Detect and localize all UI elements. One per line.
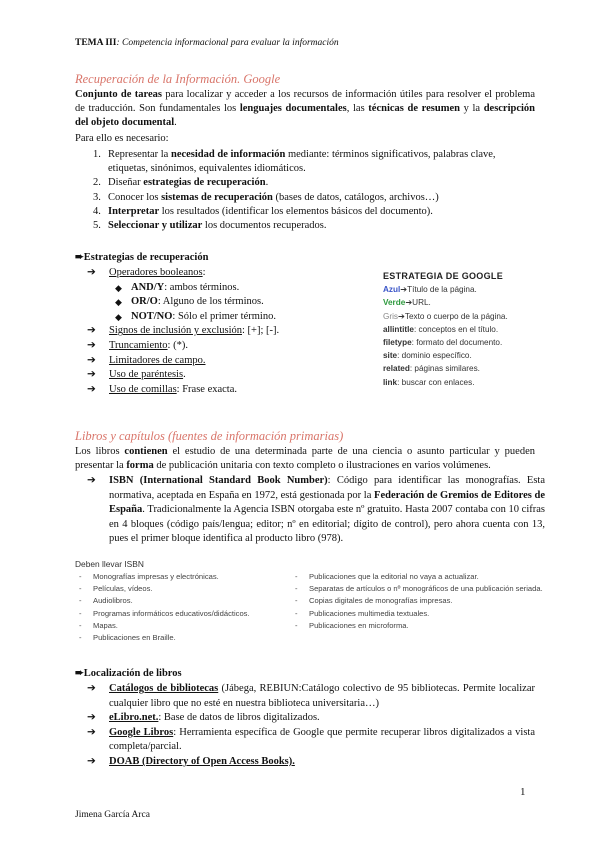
item-desc: (Jábega, REBIUN:Catálogo colectivo de 95 bibliotecas. Permite localizar cualquier libro que no esté en nuestra biblioteca universitaria…) [109, 683, 536, 709]
item-desc: : [+]; [-]. [242, 325, 280, 337]
isbn-left-list [75, 571, 250, 644]
diamond-icon: ◆ [115, 282, 122, 293]
list-text: Publicaciones que la editorial no vaya a actualizar. [309, 572, 479, 581]
isbn-list [75, 474, 545, 547]
bold-text: ISBN (International Standard Book Number) [109, 475, 328, 486]
list-item [75, 711, 535, 726]
google-line [383, 376, 543, 389]
google-desc: : buscar con enlaces. [397, 377, 475, 387]
header-subtitle: : Competencia informacional para evaluar la información [116, 38, 339, 48]
text-run: para localizar y acceder a los recursos de información útiles para resolver el problema de traducción. Son fundamentales los [75, 89, 536, 115]
google-line [383, 323, 543, 336]
dash-icon: - [295, 572, 298, 581]
google-key: site [383, 351, 398, 361]
item-desc: : Herramienta específica de Google que permite recuperar libros digitalizados a vista completa/parcial. [109, 726, 535, 753]
operator-name: NOT/NO [131, 310, 173, 322]
item-desc: : (*). [167, 339, 188, 351]
google-key: Azul [383, 285, 401, 295]
arrow-icon: ➔ [87, 712, 96, 724]
list-item [75, 755, 535, 770]
operator-desc: : ambos términos. [164, 281, 240, 293]
section-title-recuperacion: Recuperación de la Información. Google [75, 72, 281, 86]
strategies-heading: ➨Estrategias de recuperación [75, 252, 209, 263]
google-key: filetype [383, 338, 412, 348]
operator-name: OR/O [131, 296, 158, 308]
list-text: Audiolibros. [93, 596, 133, 606]
text-run: de publicación unitaria con texto completo o ilustraciones en varios volúmenes. [153, 460, 491, 472]
list-item [291, 608, 543, 620]
list-item [75, 608, 250, 620]
list-item [75, 176, 535, 190]
dash-icon: - [79, 608, 82, 618]
list-item [75, 219, 535, 233]
list-item [75, 682, 535, 711]
dash-icon: - [295, 584, 298, 594]
list-item [75, 726, 535, 755]
google-line [383, 283, 543, 296]
list-item [75, 595, 250, 607]
bold-text: Federación de Gremios de Editores de España [109, 489, 545, 516]
diamond-icon: ◆ [115, 297, 122, 308]
bold-text: forma [126, 460, 154, 472]
isbn-block [75, 474, 545, 547]
underlined-term: Catálogos de bibliotecas [109, 683, 219, 694]
section-title-libros: Libros y capítulos (fuentes de información primarias) [75, 429, 344, 443]
list-text: Monografías impresas y electrónicas. [93, 572, 219, 581]
dash-icon: - [295, 596, 298, 606]
underlined-term: Google Libros [109, 726, 174, 738]
underlined-term: Uso de paréntesis [109, 369, 184, 381]
arrow-icon: ➔ [87, 339, 96, 351]
list-item [291, 583, 543, 595]
arrow-icon: ➔ [87, 369, 96, 381]
google-line [383, 336, 543, 349]
strategies-items [75, 324, 375, 397]
running-header [75, 38, 339, 48]
text-run: y la [459, 103, 484, 115]
diamond-icon: ◆ [115, 311, 122, 322]
text-run: : Código para identificar las monografías. Esta normativa, aceptada en España en 1972, está gestionada por la [109, 475, 545, 501]
list-item [291, 595, 543, 607]
dash-icon: - [295, 608, 298, 618]
item-desc: : Frase exacta. [176, 383, 238, 395]
text-run: los resultados (identificar los elementos básicos del documento). [159, 205, 433, 217]
list-item [291, 571, 543, 583]
google-line [383, 296, 543, 309]
underlined-term: Truncamiento [109, 339, 168, 351]
list-item [75, 148, 535, 176]
list-text: Películas, vídeos. [93, 584, 153, 594]
bold-text: lenguajes documentales [239, 103, 347, 115]
list-text: Separatas de artículos o nº monográficos de una publicación seriada. [309, 584, 543, 594]
arrow-icon: ➔ [87, 267, 96, 278]
step-number: 2. [93, 177, 101, 189]
list-text: Mapas. [93, 620, 118, 630]
steps-list [75, 148, 535, 233]
google-key: allintitle [383, 324, 414, 334]
page-number: 1 [520, 786, 526, 798]
list-item [75, 339, 375, 354]
list-item [75, 310, 375, 325]
list-item [75, 620, 250, 632]
section1-lead: Para ello es necesario: [75, 133, 169, 144]
list-item [75, 583, 250, 595]
bold-text: Interpretar [108, 205, 160, 217]
bold-text: técnicas de resumen [368, 103, 460, 115]
section1-intro [75, 88, 535, 131]
isbn-right-list [291, 571, 543, 632]
text-run: los documentos recuperados. [202, 220, 327, 232]
step-number: 5. [93, 220, 101, 232]
arrow-icon: ➔ [87, 683, 96, 694]
underlined-term: eLibro.net. [109, 712, 159, 724]
localization-block [75, 682, 535, 770]
dash-icon: - [79, 572, 82, 581]
list-item [75, 571, 250, 583]
list-item [75, 205, 535, 219]
list-item [291, 620, 543, 632]
boolean-list [75, 281, 375, 325]
bold-text: estrategias de recuperación [143, 177, 266, 189]
text-run: mediante: términos significativos, palabras clave, etiquetas, sinónimos, equivalentes idiomáticos. [108, 149, 496, 175]
text-run: , las [346, 103, 369, 115]
google-key: link [383, 377, 398, 387]
footer-author: Jimena García Arca [75, 810, 150, 820]
list-item [75, 354, 375, 369]
list-item [75, 191, 535, 205]
text-run: . [265, 177, 269, 189]
list-item [75, 632, 250, 644]
bold-text: descripción del objeto documental [75, 103, 536, 129]
google-line [383, 349, 543, 362]
arrow-icon: ➔ [87, 354, 96, 366]
google-desc: : formato del documento. [411, 338, 503, 348]
text-run: Los libros [75, 446, 125, 457]
operator-name: AND/Y [131, 281, 165, 293]
google-key: Gris [383, 311, 399, 321]
boolean-label: Operadores booleanos [109, 267, 203, 278]
list-text: Publicaciones en microforma. [309, 620, 409, 630]
arrow-icon: ➔ [87, 383, 96, 395]
section2-intro [75, 445, 535, 473]
underlined-term: DOAB (Directory of Open Access Books). [109, 755, 295, 767]
step-number: 3. [93, 191, 101, 203]
text-run: . [174, 117, 177, 129]
google-key: related [383, 364, 410, 374]
item-desc: . [183, 369, 186, 381]
bold-text: sistemas de recuperación [161, 191, 273, 203]
strategies-list [75, 266, 375, 324]
localization-heading: ➨Localización de libros [75, 668, 182, 679]
list-item [75, 295, 375, 310]
google-desc: ➔Título de la página. [400, 285, 477, 295]
step-number: 1. [93, 149, 101, 160]
dash-icon: - [79, 596, 82, 606]
header-prefix: TEMA III [75, 38, 117, 48]
list-item [75, 383, 375, 398]
text-run: . Tradicionalmente la Agencia ISBN otorgaba este nº gratuito. Hasta 2007 contaba con 10 cifras en 4 bloques (código país/lengua; editor; nº en editorial; dígito de control), pero ahora cuenta con 13, pues el primer bloque identifica al producto libro (978). [109, 504, 545, 545]
list-text: Copias digitales de monografías impresas. [309, 596, 453, 606]
list-text: Programas informáticos educativos/didácticos. [93, 608, 250, 618]
operator-desc: : Sólo el primer término. [172, 310, 276, 322]
bold-text: Seleccionar y utilizar [108, 220, 203, 232]
arrow-icon: ➔ [87, 475, 96, 486]
arrow-icon: ➔ [87, 726, 96, 738]
dash-icon: - [79, 620, 82, 630]
underlined-term: Signos de inclusión y exclusión [109, 325, 242, 337]
google-box-title: ESTRATEGIA DE GOOGLE [383, 271, 504, 281]
underlined-term: Limitadores de campo. [109, 354, 206, 366]
text-run: Representar la [108, 149, 171, 160]
strategies-block [75, 266, 375, 397]
isbn-box-heading: Deben llevar ISBN [75, 559, 144, 569]
google-key: Verde [383, 298, 406, 308]
arrow-icon: ➔ [87, 325, 96, 337]
google-line [383, 310, 543, 323]
list-item [75, 474, 545, 547]
google-strategy-box [383, 270, 543, 389]
bold-text: Conjunto de tareas [75, 89, 162, 100]
google-desc: ➔URL. [405, 298, 431, 308]
underlined-term: Uso de comillas [109, 383, 177, 395]
text-run: (bases de datos, catálogos, archivos…) [272, 191, 439, 203]
dash-icon: - [295, 620, 298, 630]
item-desc: : Base de datos de libros digitalizados. [158, 712, 320, 724]
text-run: Conocer los [108, 191, 162, 203]
list-text: Publicaciones multimedia textuales. [309, 608, 430, 618]
list-text: Publicaciones en Braille. [93, 633, 176, 643]
list-item [75, 324, 375, 339]
text-run: Diseñar [108, 177, 144, 189]
dash-icon: - [79, 633, 82, 643]
text-run: el estudio de una determinada parte de una ciencia o asunto particular y pueden presentar la [75, 446, 535, 472]
dash-icon: - [79, 584, 82, 594]
google-desc: : conceptos en el título. [413, 324, 499, 334]
step-number: 4. [93, 205, 101, 217]
localization-list [75, 682, 535, 770]
bold-text: necesidad de información [170, 149, 286, 160]
isbn-requirements-box [75, 558, 545, 643]
google-line [383, 362, 543, 375]
operator-desc: : Alguno de los términos. [157, 296, 264, 308]
google-desc: : páginas similares. [409, 364, 480, 374]
google-desc: : dominio específico. [397, 351, 472, 361]
list-item: ➔ Operadores booleanos: ◆ AND/Y: ambos términos. ◆ OR/O: Alguno de los términos. ◆ NOT/NO: Sólo el primer término. [75, 266, 375, 324]
arrow-icon: ➔ [87, 755, 96, 767]
list-item [75, 281, 375, 296]
bold-text: contienen [124, 446, 168, 457]
list-item [75, 368, 375, 383]
google-desc: ➔Texto o cuerpo de la página. [398, 311, 508, 321]
